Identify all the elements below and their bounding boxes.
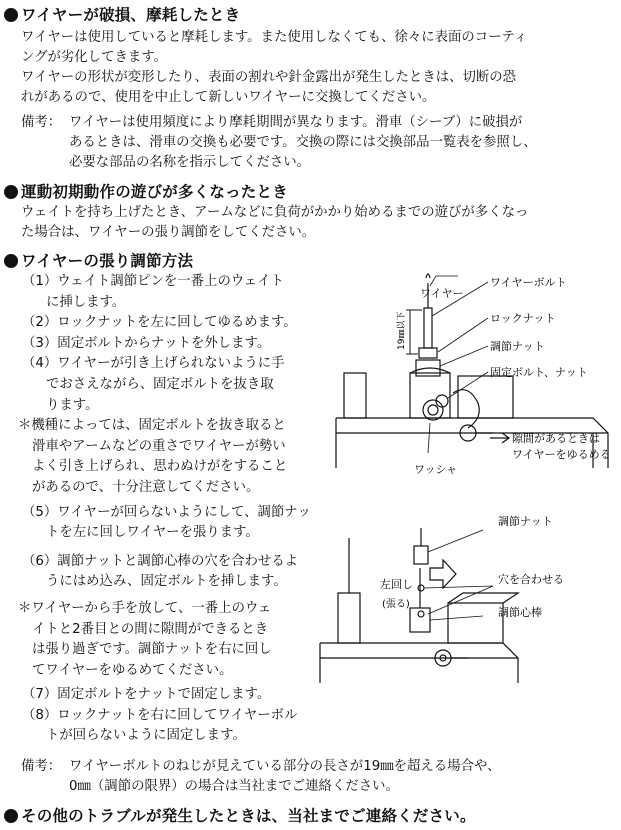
label-adjust-rod: 調節心棒 [498, 606, 542, 619]
step-line: （4）ワイヤーが引き上げられないように手 [22, 356, 285, 372]
step-line: ります。 [46, 397, 99, 413]
bullet-icon [4, 809, 18, 823]
step-line: トが回らないように固定します。 [46, 728, 246, 744]
hole [418, 585, 424, 591]
step-line: に挿します。 [46, 294, 126, 310]
label-washer: ワッシャ [414, 463, 458, 476]
leader-line [424, 586, 493, 614]
right-frame [448, 603, 503, 643]
label-turn-left: 左回し [380, 578, 413, 591]
caution-line: 滑車やアームなどの重さでワイヤーが勢い [32, 438, 286, 454]
caution-line: イトと2番目との間に隙間ができるとき [32, 621, 269, 637]
sec2-body [21, 203, 528, 243]
label-lock-nut: ロックナット [490, 312, 556, 325]
label-adjust-nut: 調節ナット [498, 515, 553, 528]
step-line: （2）ロックナットを左に回してゆるめます。 [22, 315, 297, 331]
left-pillar [344, 373, 366, 418]
step-line: うにはめ込み、固定ボルトを挿します。 [46, 574, 287, 590]
leader-line [440, 346, 488, 366]
bullet-icon [4, 254, 18, 268]
section-heading-contact [4, 804, 476, 826]
left-pillar [338, 593, 360, 643]
leader-line [430, 276, 458, 286]
step-line: （8）ロックナットを右に回してワイヤーボル [22, 707, 298, 723]
paragraph-line: れがあるので、使用を中止して新しいワイヤーに交換してください。 [21, 90, 436, 105]
rotate-arrow-icon [430, 560, 456, 588]
leader-line [438, 318, 488, 352]
sec1-note [21, 113, 537, 173]
bullet-icon [4, 8, 18, 22]
leader-line [428, 423, 430, 453]
leader-line [428, 530, 483, 552]
caution-line: ＊機種によっては、固定ボルトを抜き取ると [18, 418, 286, 434]
wire-adjust-diagram-top [318, 268, 618, 498]
caution-line: よく引き上げられ、思わぬけがをすること [32, 459, 288, 475]
wire-bolt [424, 308, 432, 348]
step-line: （1）ウェイト調節ピンを一番上のウェイト [22, 274, 284, 289]
note-line: あるときは、滑車の交換も必要です。交換の際には交換部品一覧表を参照し、 [69, 135, 537, 150]
frame-base [320, 643, 518, 683]
note-line: 0㎜（調節の限界）の場合は当社までご連絡ください。 [69, 779, 399, 794]
paragraph-line: た場合は、ワイヤーの張り調節をしてください。 [21, 225, 316, 240]
step-line: トを左に回しワイヤーを張ります。 [46, 525, 259, 541]
bullet-icon [4, 185, 18, 199]
heading-text: ワイヤーが破損、摩耗したとき [21, 6, 241, 24]
wire-adjust-diagram-bottom [318, 508, 618, 688]
sec3-note [21, 757, 500, 797]
dimension-line [406, 310, 422, 354]
step-line: でおさえながら、固定ボルトを抜き取 [46, 376, 274, 392]
hole [418, 611, 424, 617]
note-label: 備考： [21, 115, 62, 130]
sec1-body [21, 28, 527, 108]
label-adjust-nut: 調節ナット [490, 340, 545, 353]
label-wire-bolt: ワイヤーボルト [490, 276, 567, 289]
step-line: （5）ワイヤーが回らないようにして、調節ナッ [22, 504, 311, 520]
note-line: ワイヤーは使用頻度により摩耗期間が異なります。滑車（シーブ）に破損が [69, 115, 523, 130]
label-fix-bolt: 固定ボルト、ナット [490, 366, 588, 379]
label-gap-note-1: 隙間があるときは [512, 432, 600, 445]
note-line: ワイヤーボルトのねじが見えている部分の長さが19㎜を超える場合や、 [69, 759, 501, 774]
step-line: （3）固定ボルトからナットを外します。 [22, 335, 271, 351]
paragraph-line: ワイヤーは使用していると摩耗します。また使用しなくても、徐々に表面のコーティ [21, 30, 528, 45]
note-line: 必要な部品の名称を指示してください。 [69, 155, 311, 170]
paragraph-line: ングが劣化してきます。 [21, 50, 167, 65]
adjust-nut [414, 546, 428, 564]
label-align-holes: 穴を合わせる [498, 573, 564, 586]
washer-ring [423, 400, 443, 420]
caution-line: てワイヤーをゆるめてください。 [32, 662, 233, 678]
step-line: （7）固定ボルトをナットで固定します。 [22, 687, 271, 703]
note-label: 備考： [21, 759, 62, 774]
section-heading-tension-method [4, 249, 193, 271]
caution-line: があるので、十分注意してください。 [32, 479, 260, 495]
lock-nut [419, 348, 437, 358]
leader-line [430, 616, 483, 620]
dimension-label: 19㎜以下 [397, 311, 407, 350]
paragraph-line: ウェイトを持ち上げたとき、アームなどに負荷がかかり始めるまでの遊びが多くなっ [21, 205, 529, 220]
step-line: （6）調節ナットと調節心棒の穴を合わせるよ [22, 553, 299, 569]
label-tighten: (張る) [382, 599, 410, 610]
paragraph-line: ワイヤーの形状が変形したり、表面の割れや針金露出が発生したときは、切断の恐 [21, 70, 517, 85]
steps-list [18, 272, 311, 747]
right-frame [458, 376, 513, 418]
section-heading-initial-play [4, 180, 288, 202]
arrow-icon [490, 433, 509, 443]
label-gap-note-2: ワイヤーをゆるめる [512, 448, 611, 461]
caution-line: ＊ワイヤーから手を放して、一番上のウェ [18, 600, 272, 616]
section-heading-wire-damage [4, 3, 240, 25]
heading-text: ワイヤーの張り調節方法 [21, 252, 194, 270]
heading-text: その他のトラブルが発生したときは、当社までご連絡ください。 [21, 807, 476, 825]
label-wire: ワイヤー [420, 287, 464, 300]
caution-line: は張り過ぎです。調節ナットを右に回し [32, 642, 272, 658]
heading-text: 運動初期動作の遊びが多くなったとき [21, 183, 288, 201]
